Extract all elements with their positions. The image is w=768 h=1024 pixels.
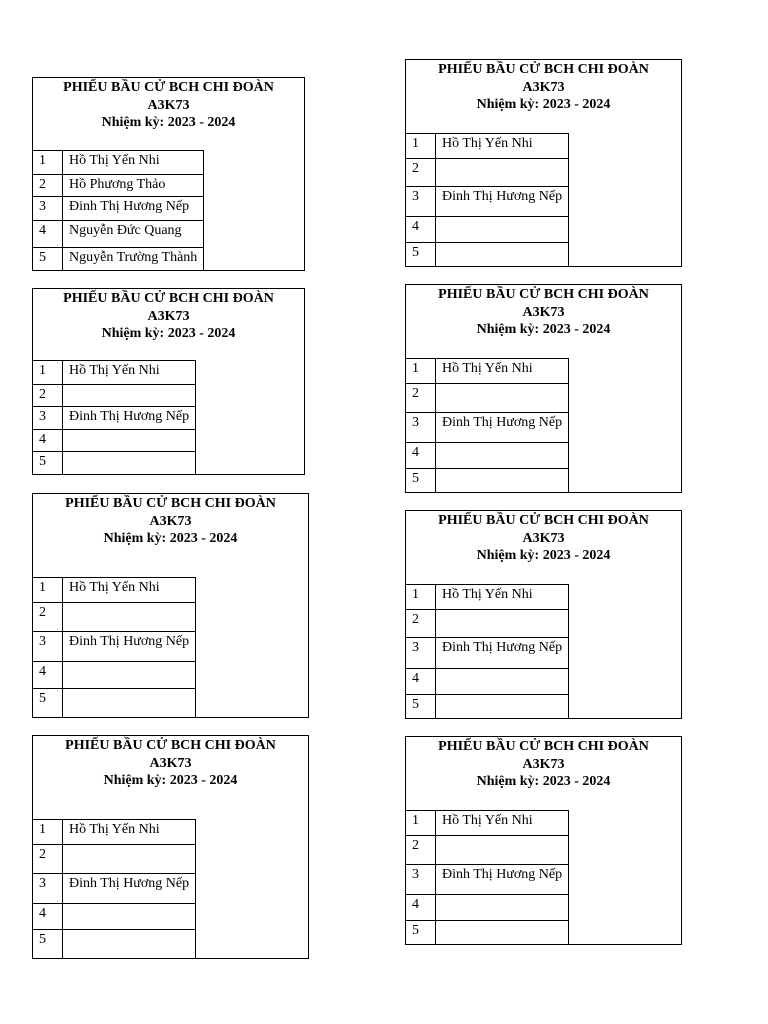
ballot-card bbox=[405, 510, 682, 719]
candidate-name bbox=[63, 662, 196, 689]
ballot-class: A3K73 bbox=[522, 530, 565, 546]
ballot-class: A3K73 bbox=[522, 304, 565, 320]
candidate-row bbox=[33, 221, 204, 248]
candidate-row bbox=[406, 159, 569, 187]
candidate-row bbox=[406, 865, 569, 895]
ballot-term: Nhiệm kỳ: 2023 - 2024 bbox=[103, 773, 238, 788]
row-number: 4 bbox=[33, 221, 63, 248]
candidate-name: Đinh Thị Hương Nếp bbox=[63, 197, 204, 221]
row-number: 5 bbox=[406, 243, 436, 267]
candidate-name: Hồ Thị Yến Nhi bbox=[436, 359, 569, 384]
row-number: 3 bbox=[33, 874, 63, 904]
ballot-header bbox=[33, 78, 304, 132]
row-number: 5 bbox=[33, 248, 63, 271]
row-number: 1 bbox=[406, 134, 436, 159]
candidate-table bbox=[405, 810, 569, 945]
candidate-name bbox=[436, 469, 569, 493]
candidate-row bbox=[33, 578, 196, 603]
row-number: 2 bbox=[406, 159, 436, 187]
ballot-title: PHIẾU BẦU CỬ BCH CHI ĐOÀN bbox=[63, 80, 274, 95]
candidate-name bbox=[63, 452, 196, 475]
candidate-row bbox=[33, 689, 196, 718]
candidate-table bbox=[32, 577, 196, 718]
ballot-term: Nhiệm kỳ: 2023 - 2024 bbox=[476, 774, 611, 789]
row-number: 1 bbox=[406, 811, 436, 836]
candidate-row bbox=[33, 904, 196, 930]
ballot-title: PHIẾU BẦU CỬ BCH CHI ĐOÀN bbox=[438, 513, 649, 528]
candidate-row bbox=[406, 217, 569, 243]
candidate-name: Đinh Thị Hương Nếp bbox=[436, 865, 569, 895]
row-number: 5 bbox=[33, 930, 63, 959]
candidate-table bbox=[405, 584, 569, 719]
row-number: 4 bbox=[33, 430, 63, 452]
candidate-row bbox=[33, 430, 196, 452]
candidate-name: Hồ Thị Yến Nhi bbox=[63, 151, 204, 175]
candidate-row bbox=[406, 836, 569, 865]
candidate-name: Hồ Thị Yến Nhi bbox=[63, 578, 196, 603]
candidate-row bbox=[33, 662, 196, 689]
candidate-name bbox=[63, 603, 196, 632]
ballot-card bbox=[32, 735, 309, 959]
ballot-header bbox=[406, 285, 681, 339]
row-number: 1 bbox=[33, 361, 63, 385]
row-number: 4 bbox=[33, 904, 63, 930]
row-number: 5 bbox=[33, 452, 63, 475]
candidate-table bbox=[32, 819, 196, 959]
ballot-term: Nhiệm kỳ: 2023 - 2024 bbox=[476, 548, 611, 563]
ballot-header bbox=[406, 511, 681, 565]
candidate-name bbox=[436, 217, 569, 243]
row-number: 2 bbox=[33, 845, 63, 874]
ballot-header bbox=[406, 737, 681, 791]
candidate-row bbox=[406, 895, 569, 921]
candidate-name: Đinh Thị Hương Nếp bbox=[436, 413, 569, 443]
candidate-name bbox=[436, 669, 569, 695]
candidate-row bbox=[406, 413, 569, 443]
candidate-row bbox=[406, 695, 569, 719]
row-number: 1 bbox=[33, 578, 63, 603]
row-number: 4 bbox=[406, 895, 436, 921]
row-number: 3 bbox=[406, 187, 436, 217]
candidate-row bbox=[406, 638, 569, 669]
candidate-name bbox=[63, 904, 196, 930]
row-number: 5 bbox=[406, 695, 436, 719]
row-number: 2 bbox=[406, 610, 436, 638]
candidate-row bbox=[33, 197, 204, 221]
candidate-name bbox=[63, 689, 196, 718]
ballot-term: Nhiệm kỳ: 2023 - 2024 bbox=[101, 326, 236, 341]
candidate-name bbox=[63, 930, 196, 959]
candidate-row bbox=[33, 407, 196, 430]
candidate-name bbox=[436, 159, 569, 187]
ballot-class: A3K73 bbox=[522, 756, 565, 772]
candidate-name: Đinh Thị Hương Nếp bbox=[63, 632, 196, 662]
candidate-row bbox=[33, 385, 196, 407]
ballot-card bbox=[405, 736, 682, 945]
candidate-row bbox=[406, 921, 569, 945]
row-number: 4 bbox=[406, 669, 436, 695]
ballot-card bbox=[405, 59, 682, 267]
ballot-card bbox=[32, 493, 309, 718]
candidate-name bbox=[436, 836, 569, 865]
ballot-header bbox=[406, 60, 681, 114]
candidate-row bbox=[33, 930, 196, 959]
ballot-class: A3K73 bbox=[147, 97, 190, 113]
row-number: 3 bbox=[406, 638, 436, 669]
candidate-row bbox=[406, 585, 569, 610]
row-number: 3 bbox=[33, 407, 63, 430]
row-number: 2 bbox=[406, 836, 436, 865]
candidate-name: Nguyễn Trường Thành bbox=[63, 248, 204, 271]
ballot-class: A3K73 bbox=[147, 308, 190, 324]
candidate-name bbox=[436, 921, 569, 945]
candidate-row bbox=[33, 361, 196, 385]
candidate-name: Hồ Thị Yến Nhi bbox=[63, 361, 196, 385]
ballot-card bbox=[32, 77, 305, 271]
ballot-header bbox=[33, 736, 308, 790]
ballot-title: PHIẾU BẦU CỬ BCH CHI ĐOÀN bbox=[63, 291, 274, 306]
ballot-header bbox=[33, 494, 308, 548]
row-number: 2 bbox=[406, 384, 436, 413]
row-number: 1 bbox=[406, 585, 436, 610]
row-number: 1 bbox=[33, 151, 63, 175]
row-number: 4 bbox=[406, 443, 436, 469]
row-number: 5 bbox=[406, 921, 436, 945]
row-number: 5 bbox=[33, 689, 63, 718]
candidate-row bbox=[33, 603, 196, 632]
ballot-title: PHIẾU BẦU CỬ BCH CHI ĐOÀN bbox=[438, 62, 649, 77]
candidate-row bbox=[33, 845, 196, 874]
candidate-row bbox=[406, 443, 569, 469]
ballot-term: Nhiệm kỳ: 2023 - 2024 bbox=[103, 531, 238, 546]
ballot-class: A3K73 bbox=[149, 513, 192, 529]
ballot-class: A3K73 bbox=[522, 79, 565, 95]
ballot-term: Nhiệm kỳ: 2023 - 2024 bbox=[476, 97, 611, 112]
candidate-name bbox=[436, 243, 569, 267]
candidate-row bbox=[406, 384, 569, 413]
row-number: 2 bbox=[33, 385, 63, 407]
candidate-name: Hồ Thị Yến Nhi bbox=[63, 820, 196, 845]
candidate-name bbox=[63, 430, 196, 452]
row-number: 3 bbox=[33, 632, 63, 662]
candidate-row bbox=[33, 175, 204, 197]
candidate-name bbox=[63, 845, 196, 874]
ballot-class: A3K73 bbox=[149, 755, 192, 771]
row-number: 3 bbox=[406, 413, 436, 443]
candidate-name bbox=[436, 895, 569, 921]
candidate-row bbox=[406, 811, 569, 836]
candidate-name: Hồ Thị Yến Nhi bbox=[436, 585, 569, 610]
ballot-title: PHIẾU BẦU CỬ BCH CHI ĐOÀN bbox=[438, 739, 649, 754]
candidate-row bbox=[406, 187, 569, 217]
candidate-table bbox=[32, 150, 204, 271]
candidate-row bbox=[406, 243, 569, 267]
ballot-term: Nhiệm kỳ: 2023 - 2024 bbox=[476, 322, 611, 337]
candidate-name bbox=[436, 610, 569, 638]
candidate-name: Đinh Thị Hương Nếp bbox=[436, 187, 569, 217]
ballot-title: PHIẾU BẦU CỬ BCH CHI ĐOÀN bbox=[65, 496, 276, 511]
candidate-row bbox=[406, 469, 569, 493]
ballot-title: PHIẾU BẦU CỬ BCH CHI ĐOÀN bbox=[65, 738, 276, 753]
candidate-name bbox=[436, 443, 569, 469]
candidate-name: Đinh Thị Hương Nếp bbox=[436, 638, 569, 669]
candidate-name bbox=[63, 385, 196, 407]
row-number: 1 bbox=[406, 359, 436, 384]
candidate-name: Hồ Thị Yến Nhi bbox=[436, 811, 569, 836]
ballot-term: Nhiệm kỳ: 2023 - 2024 bbox=[101, 115, 236, 130]
ballot-title: PHIẾU BẦU CỬ BCH CHI ĐOÀN bbox=[438, 287, 649, 302]
candidate-row bbox=[33, 820, 196, 845]
candidate-name bbox=[436, 695, 569, 719]
candidate-table bbox=[405, 358, 569, 493]
row-number: 3 bbox=[406, 865, 436, 895]
candidate-row bbox=[33, 874, 196, 904]
row-number: 5 bbox=[406, 469, 436, 493]
candidate-name: Đinh Thị Hương Nếp bbox=[63, 407, 196, 430]
candidate-row bbox=[33, 452, 196, 475]
ballot-card bbox=[405, 284, 682, 493]
candidate-table bbox=[405, 133, 569, 267]
candidate-row bbox=[406, 359, 569, 384]
row-number: 1 bbox=[33, 820, 63, 845]
candidate-name bbox=[436, 384, 569, 413]
candidate-row bbox=[406, 610, 569, 638]
row-number: 2 bbox=[33, 603, 63, 632]
row-number: 4 bbox=[33, 662, 63, 689]
row-number: 2 bbox=[33, 175, 63, 197]
row-number: 4 bbox=[406, 217, 436, 243]
row-number: 3 bbox=[33, 197, 63, 221]
candidate-row bbox=[33, 248, 204, 271]
candidate-row bbox=[33, 632, 196, 662]
candidate-name: Hồ Thị Yến Nhi bbox=[436, 134, 569, 159]
candidate-row bbox=[33, 151, 204, 175]
ballot-card bbox=[32, 288, 305, 475]
candidate-name: Đinh Thị Hương Nếp bbox=[63, 874, 196, 904]
candidate-table bbox=[32, 360, 196, 475]
candidate-name: Nguyễn Đức Quang bbox=[63, 221, 204, 248]
candidate-row bbox=[406, 134, 569, 159]
ballot-header bbox=[33, 289, 304, 343]
candidate-row bbox=[406, 669, 569, 695]
candidate-name: Hồ Phương Thảo bbox=[63, 175, 204, 197]
